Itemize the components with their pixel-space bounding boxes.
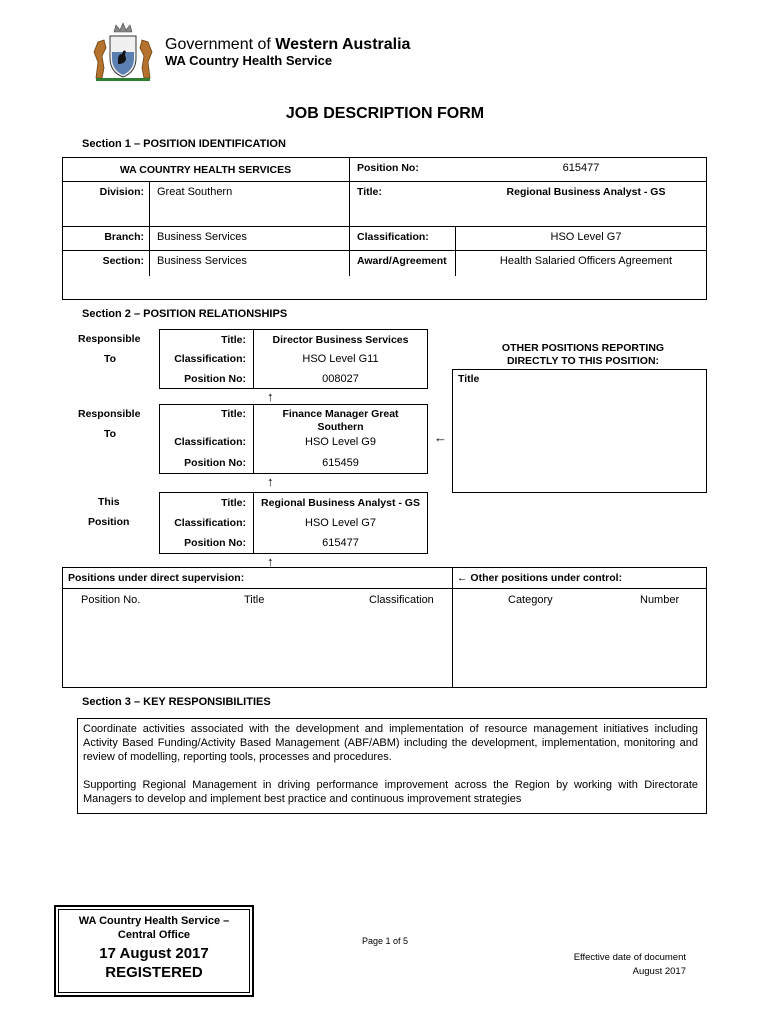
box3-classification: HSO Level G7 (305, 517, 376, 529)
form-title: JOB DESCRIPTION FORM (285, 105, 485, 122)
division-label: Division: (99, 186, 144, 198)
to-label-1: To (104, 353, 117, 365)
classification-label: Classification: (357, 231, 429, 243)
classification-value: HSO Level G7 (550, 231, 622, 243)
to-label-2: To (104, 428, 117, 440)
stamp-office: WA Country Health Service – Central Office (78, 915, 230, 941)
box2-position-no-label: Position No: (184, 457, 246, 469)
title-label: Title: (357, 186, 382, 198)
box3-position-no-label: Position No: (184, 537, 246, 549)
division-value: Great Southern (157, 186, 233, 198)
up-arrow-icon: ↑ (267, 389, 274, 404)
left-arrow-icon: ← (457, 572, 471, 584)
box1-title-label: Title: (221, 334, 246, 346)
col-position-no: Position No. (81, 594, 141, 606)
responsibility-paragraph-2: Supporting Regional Management in driving performance improvement across the Region by working with Directorate Managers to develop and implement best practice and continuous improvement strategies (83, 779, 698, 805)
title-value: Regional Business Analyst - GS (506, 186, 666, 198)
position-no-label: Position No: (357, 162, 419, 174)
section2-heading: Section 2 – POSITION RELATIONSHIPS (82, 308, 288, 320)
agency-name: WA Country Health Service (165, 53, 333, 68)
other-control-label: ← Other positions under control: (457, 572, 623, 584)
other-positions-title-label: Title (458, 373, 480, 385)
box1-title: Director Business Services (272, 334, 409, 346)
stamp-date: 17 August 2017 (99, 945, 209, 962)
section3-heading: Section 3 – KEY RESPONSIBILITIES (82, 696, 271, 708)
col-title: Title (244, 594, 265, 606)
responsible-label-1: Responsible (78, 333, 141, 345)
page-number: Page 1 of 5 (362, 936, 409, 946)
position-label: Position (88, 516, 130, 528)
box3-classification-label: Classification: (174, 517, 246, 529)
branch-value: Business Services (157, 231, 247, 243)
position-no-value: 615477 (562, 162, 600, 174)
other-positions-heading: OTHER POSITIONS REPORTING DIRECTLY TO THIS POSITION: (501, 342, 665, 367)
section-label: Section: (102, 255, 144, 267)
position-identification-table (62, 157, 707, 300)
box3-title: Regional Business Analyst - GS (261, 497, 420, 509)
section-value: Business Services (157, 255, 247, 267)
this-label: This (98, 496, 120, 508)
supervision-table (62, 567, 707, 688)
effective-date-value: August 2017 (632, 966, 686, 977)
box2-classification: HSO Level G9 (305, 436, 376, 448)
box2-classification-label: Classification: (174, 436, 246, 448)
box2-position-no: 615459 (322, 457, 359, 469)
box1-classification: HSO Level G11 (302, 353, 379, 365)
up-arrow-icon: ↑ (267, 474, 274, 489)
col-classification: Classification (369, 594, 434, 606)
branch-label: Branch: (104, 231, 144, 243)
responsibility-paragraph-1: Coordinate activities associated with the development and implementation of resource management initiatives including Activity Based Funding/Activity Based Management (ABF/ABM) including the development, implementation, monitoring and review of modelling, reporting tools, processes and procedures. (83, 723, 698, 763)
box2-title-label: Title: (221, 408, 246, 420)
box1-classification-label: Classification: (174, 353, 246, 365)
under-supervision-label: Positions under direct supervision: (68, 572, 245, 584)
award-label: Award/Agreement (357, 255, 447, 267)
coat-of-arms-logo (88, 22, 158, 82)
box3-position-no: 615477 (322, 537, 359, 549)
box3-title-label: Title: (221, 497, 246, 509)
org-name: WA COUNTRY HEALTH SERVICES (119, 164, 292, 176)
responsible-label-2: Responsible (78, 408, 141, 420)
box1-position-no: 008027 (322, 373, 359, 385)
box2-title: Finance Manager Great Southern (282, 408, 399, 433)
col-category: Category (508, 594, 553, 606)
col-number: Number (640, 594, 680, 606)
effective-date-label: Effective date of document (573, 952, 686, 963)
stamp-status: REGISTERED (105, 964, 203, 981)
other-positions-box (452, 369, 707, 493)
box1-position-no-label: Position No: (184, 373, 246, 385)
government-name: Government of Western Australia (165, 36, 411, 53)
up-arrow-icon: ↑ (267, 554, 274, 569)
left-arrow-icon: ← (434, 430, 447, 445)
award-value: Health Salaried Officers Agreement (499, 255, 673, 267)
section1-heading: Section 1 – POSITION IDENTIFICATION (82, 138, 286, 150)
